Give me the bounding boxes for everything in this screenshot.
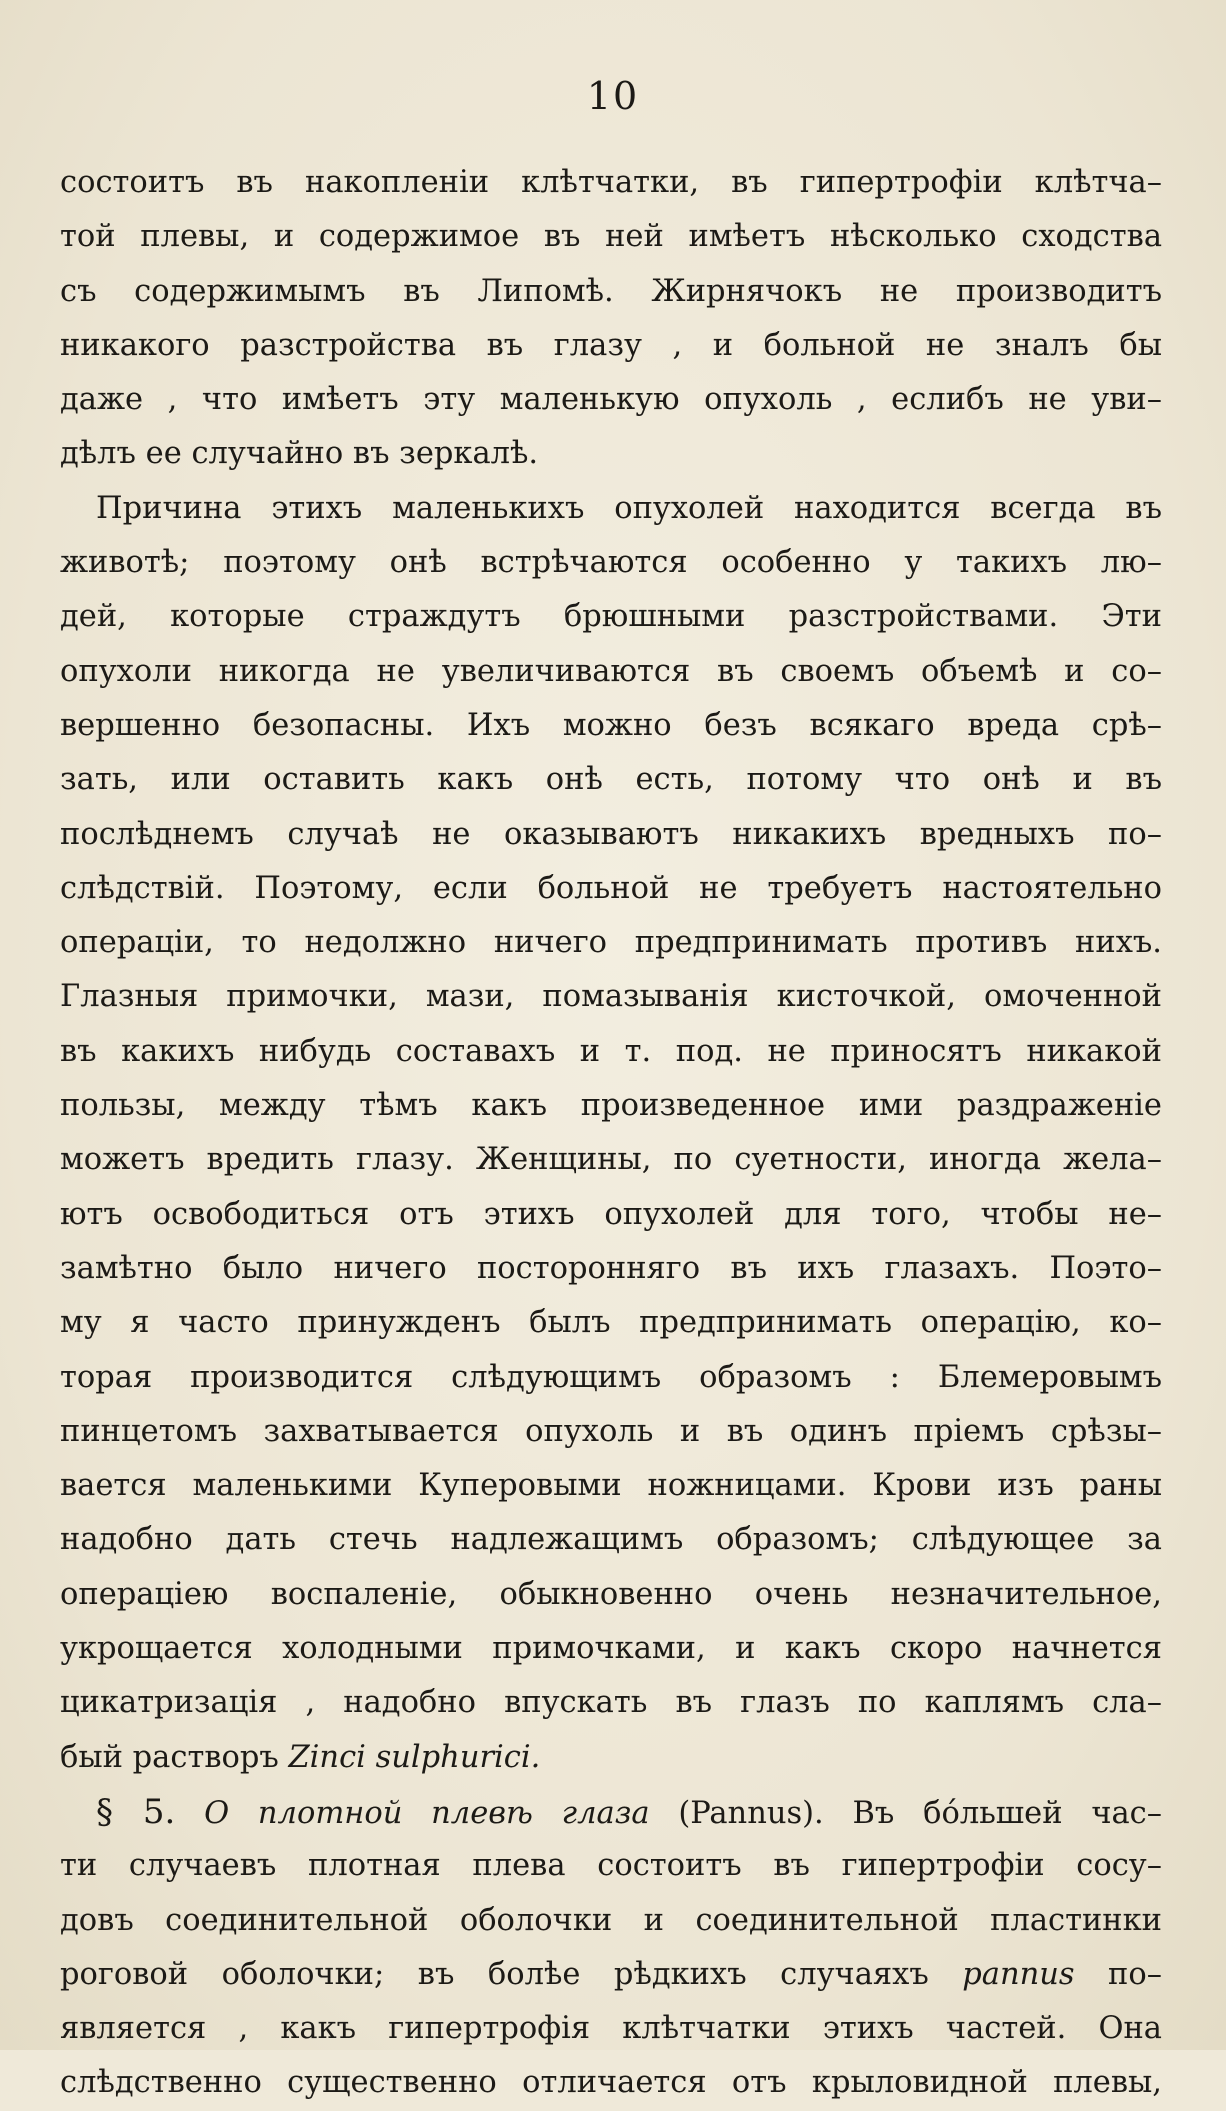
line-text: животѣ; поэтому онѣ встрѣчаются особенно у такихъ лю–	[60, 545, 1162, 581]
line-text: состоитъ въ накопленіи клѣтчатки, въ гипертрофіи клѣтча–	[60, 165, 1162, 200]
line-text: ти случаевъ плотная плева состоитъ въ гипертрофіи сосу–	[60, 1848, 1162, 1884]
text-line	[60, 265, 1162, 319]
text-line	[60, 1513, 1162, 1567]
line-text: бый растворъ	[60, 1739, 289, 1775]
page-number: 10	[586, 74, 640, 118]
line-text: опухоли никогда не увеличиваются въ своемъ объемѣ и со–	[60, 653, 1162, 689]
text-line	[60, 2002, 1162, 2056]
text-line	[60, 1622, 1162, 1676]
line-text: пинцетомъ захватывается опухоль и въ одинъ пріемъ срѣзы–	[60, 1413, 1162, 1449]
line-text: даже , что имѣетъ эту маленькую опухоль , еслибъ не уви–	[60, 382, 1162, 418]
latin-term: pannus	[962, 1956, 1075, 1992]
text-line	[60, 319, 1162, 373]
text-line	[60, 1894, 1162, 1948]
line-text: зать, или оставить какъ онѣ есть, потому что онѣ и въ	[60, 762, 1162, 798]
text-line	[60, 1133, 1162, 1187]
line-text: Причина этихъ маленькихъ опухолей находится всегда въ	[96, 490, 1162, 526]
line-text: роговой оболочки; въ болѣе рѣдкихъ случаяхъ	[60, 1956, 963, 1992]
line-text: довъ соединительной оболочки и соединительной пластинки	[60, 1902, 1162, 1938]
line-text: (Pannus). Въ бо́льшей час–	[678, 1795, 1162, 1831]
text-line	[60, 1459, 1162, 1513]
text-line	[60, 862, 1162, 916]
text-line	[60, 156, 1162, 210]
line-text: никакого разстройства въ глазу , и больной не зналъ бы	[60, 327, 1162, 363]
line-text: торая производится слѣдующимъ образомъ : Блемеровымъ	[60, 1359, 1162, 1395]
line-text: слѣдственно существенно отличается отъ крыловидной плевы,	[60, 2065, 1162, 2101]
section-heading: О плотной плевѣ глаза	[204, 1795, 650, 1831]
text-line	[60, 1025, 1162, 1079]
line-text: операціею воспаленіе, обыкновенно очень незначительное,	[60, 1576, 1162, 1612]
line-text: надобно дать стечь надлежащимъ образомъ; слѣдующее за	[60, 1522, 1162, 1558]
line-text: можетъ вредить глазу. Женщины, по суетности, иногда жела–	[60, 1142, 1162, 1178]
line-text: цикатризація , надобно впускать въ глазъ по каплямъ сла–	[60, 1685, 1162, 1721]
text-line	[60, 1188, 1162, 1242]
line-text: слѣдствій. Поэтому, если больной не требуетъ настоятельно	[60, 870, 1162, 906]
text-body	[60, 156, 1162, 2111]
line-text: пользы, между тѣмъ какъ произведенное ими раздраженіе	[60, 1088, 1162, 1124]
text-line	[60, 1676, 1162, 1730]
line-text: въ какихъ нибудь составахъ и т. под. не приносятъ никакой	[60, 1033, 1162, 1069]
text-line	[60, 590, 1162, 644]
line-text: по–	[1074, 1956, 1162, 1992]
text-line	[60, 645, 1162, 699]
text-line	[60, 210, 1162, 264]
line-text: вается маленькими Куперовыми ножницами. Крови изъ раны	[60, 1468, 1162, 1504]
text-line	[60, 1785, 1162, 1839]
line-text: является , какъ гипертрофія клѣтчатки этихъ частей. Она	[60, 2011, 1162, 2047]
line-text: ютъ освободиться отъ этихъ опухолей для того, чтобы не–	[60, 1196, 1162, 1232]
text-line	[60, 536, 1162, 590]
line-text: той плевы, и содержимое въ ней имѣетъ нѣсколько сходства	[60, 219, 1162, 255]
text-line	[60, 1079, 1162, 1133]
text-line	[60, 427, 1162, 481]
line-text: дей, которые страждутъ брюшными разстройствами. Эти	[60, 599, 1162, 635]
text-line	[60, 482, 1162, 536]
text-line	[60, 1296, 1162, 1350]
text-line	[60, 808, 1162, 862]
text-line	[60, 1948, 1162, 2002]
line-text: послѣднемъ случаѣ не оказываютъ никакихъ вредныхъ по–	[60, 816, 1162, 852]
text-line	[60, 1839, 1162, 1893]
text-line	[60, 373, 1162, 427]
line-text: вершенно безопасны. Ихъ можно безъ всякаго вреда срѣ–	[60, 707, 1162, 743]
text-line	[60, 916, 1162, 970]
line-text: дѣлъ ее случайно въ зеркалѣ.	[60, 436, 539, 472]
text-line	[60, 1242, 1162, 1296]
text-line	[60, 699, 1162, 753]
text-line	[60, 2056, 1162, 2110]
text-line	[60, 1731, 1162, 1785]
line-text: съ содержимымъ въ Липомѣ. Жирнячокъ не производитъ	[60, 273, 1162, 309]
text-line	[60, 753, 1162, 807]
line-text: му я часто принужденъ былъ предпринимать операцію, ко–	[60, 1305, 1162, 1341]
line-text: укрощается холодными примочками, и какъ скоро начнется	[60, 1631, 1162, 1667]
latin-term: Zinci sulphurici.	[288, 1739, 541, 1775]
text-line	[60, 1405, 1162, 1459]
text-line	[60, 970, 1162, 1024]
text-line	[60, 1351, 1162, 1405]
line-text: Глазныя примочки, мази, помазыванія кисточкой, омоченной	[60, 979, 1162, 1015]
line-text: операціи, то недолжно ничего предпринимать противъ нихъ.	[60, 925, 1162, 961]
line-text: замѣтно было ничего посторонняго въ ихъ глазахъ. Поэто–	[60, 1250, 1162, 1286]
text-line	[60, 1568, 1162, 1622]
section-number: § 5.	[96, 1791, 176, 1832]
